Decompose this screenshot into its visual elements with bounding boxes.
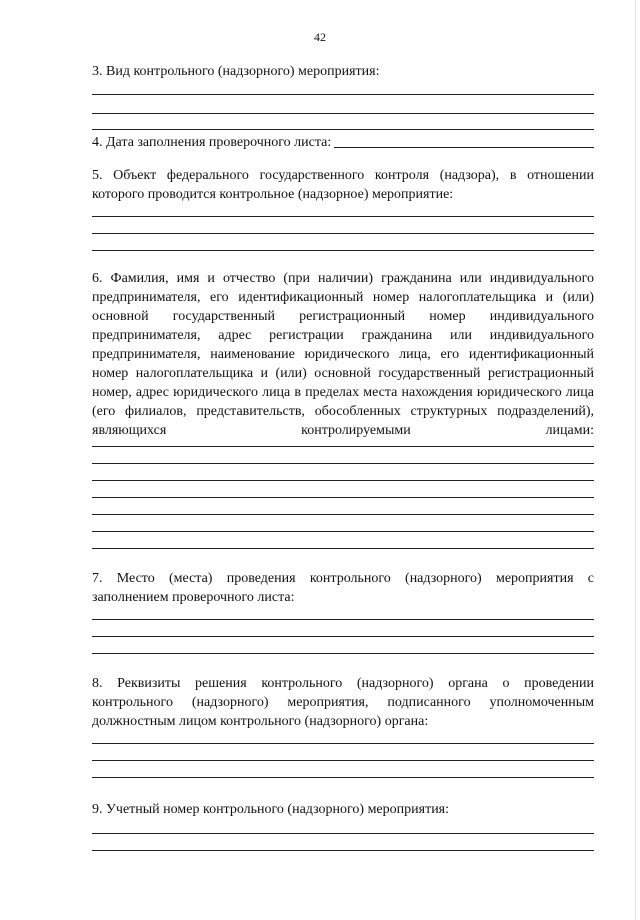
section-3-blank-line-2[interactable] — [92, 113, 594, 114]
section-6-blank-line-3[interactable] — [92, 480, 594, 481]
section-9-blank-line-1[interactable] — [92, 833, 594, 834]
section-8-blank-line-1[interactable] — [92, 743, 594, 744]
section-7-blank-line-1[interactable] — [92, 619, 594, 620]
section-5-blank-line-3[interactable] — [92, 250, 594, 251]
section-5-blank-line-2[interactable] — [92, 233, 594, 234]
section-6-blank-line-7[interactable] — [92, 548, 594, 549]
section-4-date-field[interactable] — [334, 147, 594, 148]
scan-edge-shadow — [635, 0, 636, 920]
section-7-blank-line-2[interactable] — [92, 636, 594, 637]
section-6-blank-line-5[interactable] — [92, 514, 594, 515]
section-3-blank-line-1[interactable] — [92, 94, 594, 95]
section-8-blank-line-3[interactable] — [92, 777, 594, 778]
section-3-blank-line-3[interactable] — [92, 129, 594, 130]
section-5-blank-line-1[interactable] — [92, 216, 594, 217]
section-7 — [92, 569, 594, 654]
section-6-blank-line-6[interactable] — [92, 531, 594, 532]
section-6 — [92, 269, 594, 549]
section-6-blank-line-2[interactable] — [92, 463, 594, 464]
section-6-title: 6. Фамилия, имя и отчество (при наличии) гражданина или индивидуального предпринимателя, его идентификационный номер налогоплательщика и (или) основной государственный регистрационный номер индивидуального предпринимателя, адрес регистрации гражданина или индивидуального предпринимателя, наименование юридического лица, его идентификационный номер налогоплательщика и (или) основной государственный регистрационный номер, адрес юридического лица в пределах места нахождения юридического лица (его филиалов, представительств, обособленных структурных подразделений), являющихся контролируемыми лицами: — [92, 271, 594, 438]
section-9-title: 9. Учетный номер контрольного (надзорного) мероприятия: — [92, 802, 450, 817]
section-5 — [92, 166, 594, 251]
form-content — [92, 62, 594, 851]
section-3-title: 3. Вид контрольного (надзорного) мероприятия: — [92, 64, 380, 79]
section-3 — [92, 62, 594, 130]
section-9-blank-line-2[interactable] — [92, 850, 594, 851]
section-7-title: 7. Место (места) проведения контрольного (надзорного) мероприятия с заполнением проверочного листа: — [92, 571, 594, 605]
page-number: 42 — [314, 30, 326, 44]
section-8-title: 8. Реквизиты решения контрольного (надзорного) органа о проведении контрольного (надзорного) мероприятия, подписанного уполномоченным должностным лицом контрольного (надзорного) органа: — [92, 676, 594, 729]
section-4 — [92, 133, 594, 152]
section-6-blank-line-4[interactable] — [92, 497, 594, 498]
section-5-title: 5. Объект федерального государственного контроля (надзора), в отношении которого проводится контрольное (надзорное) мероприятие: — [92, 168, 594, 202]
section-4-title: 4. Дата заполнения проверочного листа: — [92, 135, 332, 150]
section-8-blank-line-2[interactable] — [92, 760, 594, 761]
section-7-blank-line-3[interactable] — [92, 653, 594, 654]
section-9 — [92, 800, 594, 851]
section-8 — [92, 674, 594, 778]
section-6-blank-line-1[interactable] — [92, 446, 594, 447]
